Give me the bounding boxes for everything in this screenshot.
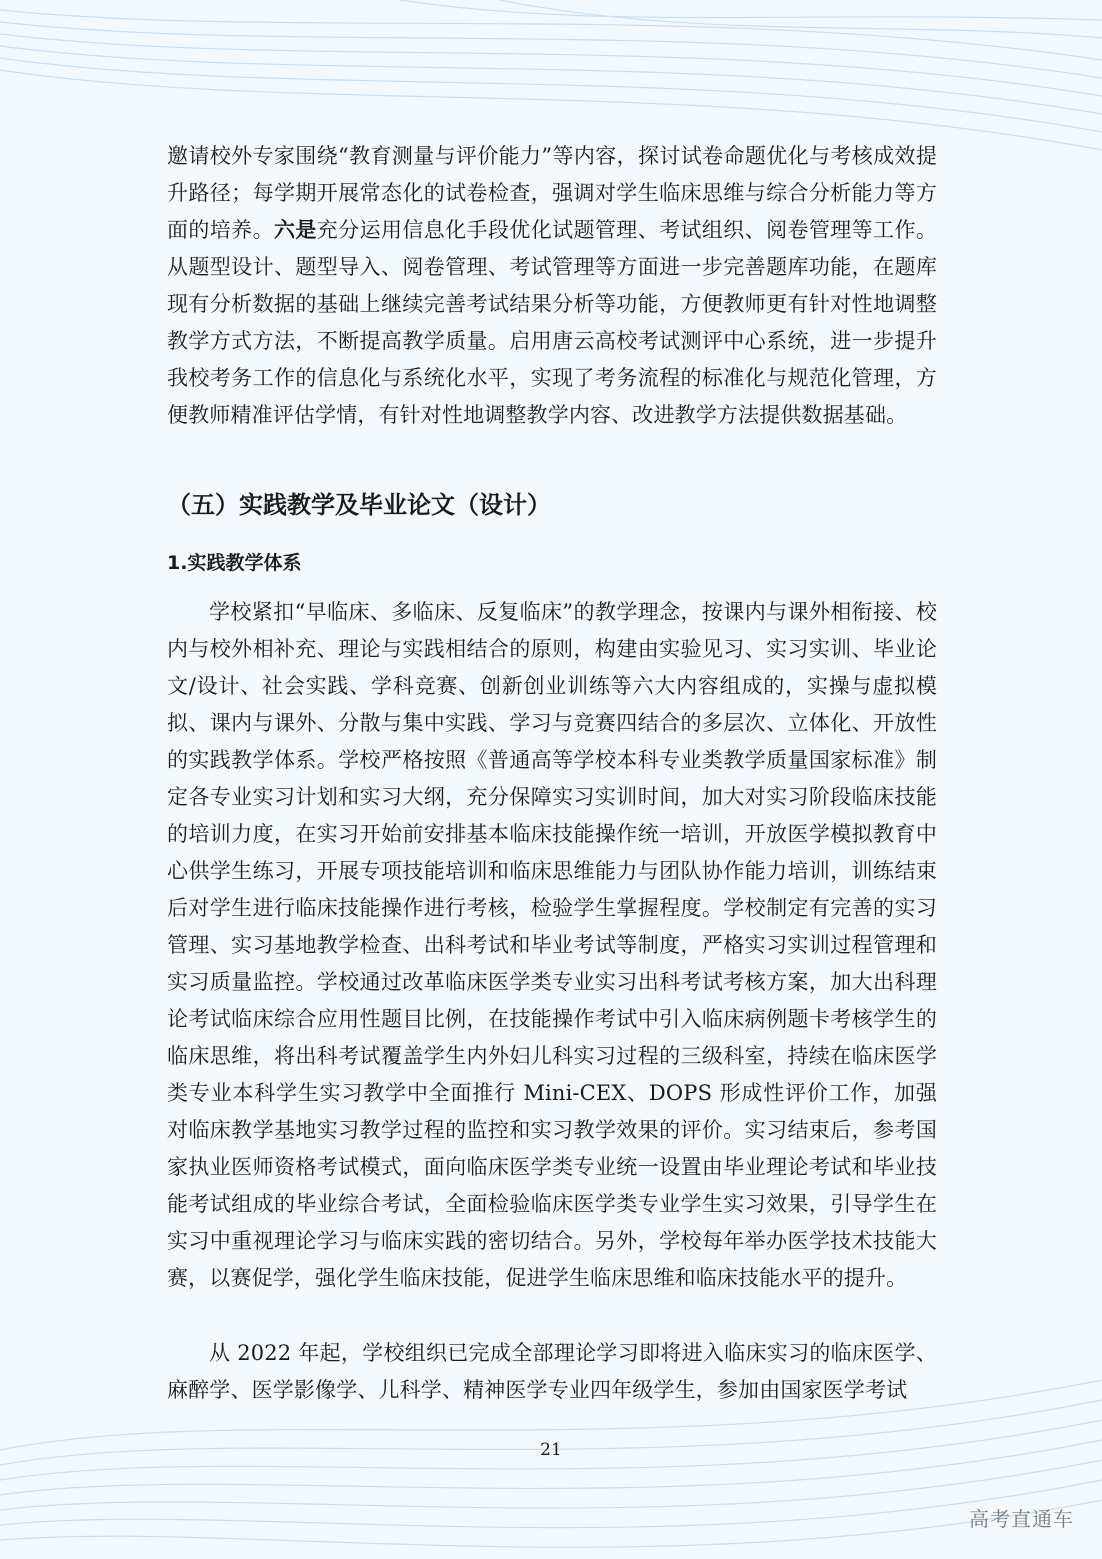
paragraph-1 [167, 138, 937, 434]
paragraph-1-part2: 充分运用信息化手段优化试题管理、考试组织、阅卷管理等工作。从题型设计、题型导入、阅卷管理、考试管理等方面进一步完善题库功能，在题库现有分析数据的基础上继续完善考试结果分析等功能，方便教师更有针对性地调整教学方式方法，不断提高教学质量。启用唐云高校考试测评中心系统，进一步提升我校考务工作的信息化与系统化水平，实现了考务流程的标准化与规范化管理，方便教师精准评估学情，有针对性地调整教学内容、改进教学方法提供数据基础。 [167, 218, 937, 427]
watermark-text: 高考直通车 [969, 1507, 1074, 1531]
paragraph-3: 从 2022 年起，学校组织已完成全部理论学习即将进入临床实习的临床医学、麻醉学、医学影像学、儿科学、精神医学专业四年级学生，参加由国家医学考试 [167, 1341, 937, 1402]
paragraph-1-lead: 六是 [273, 218, 317, 242]
subsection-heading: 1.实践教学体系 [167, 552, 302, 574]
page-number: 21 [540, 1440, 562, 1460]
paragraph-2: 学校紧扣“早临床、多临床、反复临床”的教学理念，按课内与课外相衔接、校内与校外相补充、理论与实践相结合的原则，构建由实验见习、实习实训、毕业论文/设计、社会实践、学科竞赛、创新创业训练等六大内容组成的，实操与虚拟模拟、课内与课外、分散与集中实践、学习与竞赛四结合的多层次、立体化、开放性的实践教学体系。学校严格按照《普通高等学校本科专业类教学质量国家标准》制定各专业实习计划和实习大纲，充分保障实习实训时间，加大对实习阶段临床技能的培训力度，在实习开始前安排基本临床技能操作统一培训，开放医学模拟教育中心供学生练习，开展专项技能培训和临床思维能力与团队协作能力培训，训练结束后对学生进行临床技能操作进行考核，检验学生掌握程度。学校制定有完善的实习管理、实习基地教学检查、出科考试和毕业考试等制度，严格实习实训过程管理和实习质量监控。学校通过改革临床医学类专业实习出科考试考核方案，加大出科理论考试临床综合应用性题目比例，在技能操作考试中引入临床病例题卡考核学生的临床思维，将出科考试覆盖学生内外妇儿科实习过程的三级科室，持续在临床医学类专业本科学生实习教学中全面推行 Mini-CEX、DOPS 形成性评价工作，加强对临床教学基地实习教学过程的监控和实习教学效果的评价。实习结束后，参考国家执业医师资格考试模式，面向临床医学类专业统一设置由毕业理论考试和毕业技能考试组成的毕业综合考试，全面检验临床医学类专业学生实习效果，引导学生在实习中重视理论学习与临床实践的密切结合。另外，学校每年举办医学技术技能大赛，以赛促学，强化学生临床技能，促进学生临床思维和临床技能水平的提升。 [167, 600, 937, 1290]
paragraph-1-part1: 邀请校外专家围绕“教育测量与评价能力”等内容，探讨试卷命题优化与考核成效提升路径；每学期开展常态化的试卷检查，强调对学生临床思维与综合分析能力等方面的培养。 [167, 144, 937, 242]
section-heading: （五）实践教学及毕业论文（设计） [167, 491, 551, 519]
